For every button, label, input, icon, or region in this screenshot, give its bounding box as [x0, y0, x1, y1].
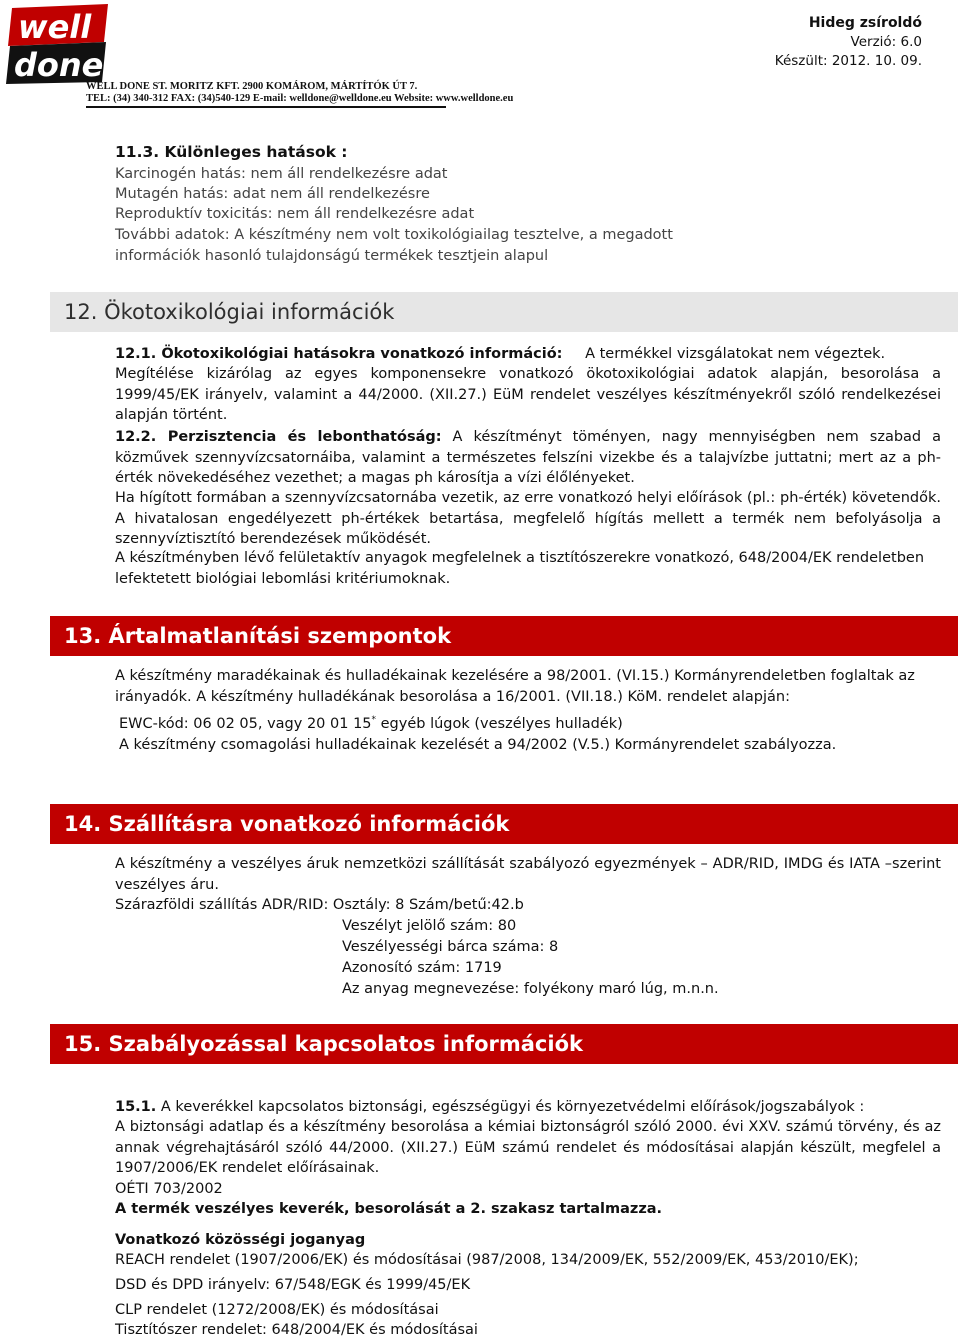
logo-text-done: done — [14, 46, 104, 84]
subsection-text: A keverékkel kapcsolatos biztonsági, egészségügyi és környezetvédelmi előírások/jogszabályok : — [156, 1099, 865, 1115]
subsection-text: A készítményt töményen, nagy mennyiségben nem szabad a közművek szennyvízcsatornáiba, valamint a természetes felszíni vizekbe és a talajvízbe juttatni; mert az a ph-érték növekedéséhez vezethet; a magas ph károsítja a vízi élőlényeket. — [115, 429, 941, 486]
document-meta — [775, 14, 922, 71]
version: Verzió: 6.0 — [850, 34, 922, 50]
text-line: Reproduktív toxicitás: nem áll rendelkezésre adat — [115, 206, 475, 222]
text-line: Tisztítószer rendelet: 648/2004/EK és módosításai — [115, 1322, 478, 1338]
ewc-code: EWC-kód: 06 02 05, vagy 20 01 15 — [119, 715, 372, 732]
paragraph: A készítmény csomagolási hulladékainak kezelését a 94/2002 (V.5.) Kormányrendelet szabályozza. — [119, 737, 837, 753]
paragraph: A készítmény maradékainak és hulladékainak kezelésére a 98/2001. (VI.15.) Kormányrendeletben foglaltak az irányadók. A készítmény hulladékának besorolása a 16/2001. (VII.18.) KöM. rendelet alapján: — [115, 668, 915, 705]
transport-line: Szárazföldi szállítás ADR/RID: Osztály: 8 Szám/betű:42.b — [115, 897, 524, 913]
section-14-heading: 14. Szállításra vonatkozó információk — [50, 804, 958, 844]
text-line: DSD és DPD irányelv: 67/548/EGK és 1999/45/EK — [115, 1277, 471, 1293]
company-contact — [86, 81, 513, 105]
company-address: WELL DONE ST. MORITZ KFT. 2900 KOMÁROM, MÁRTÍTÓK ÚT 7. — [86, 81, 418, 92]
text-line: További adatok: A készítmény nem volt toxikológiailag tesztelve, a megadott — [115, 227, 673, 243]
transport-line: Veszélyt jelölő szám: 80 — [342, 918, 517, 934]
text-line: Mutagén hatás: adat nem áll rendelkezésre — [115, 186, 430, 202]
subsection-label: 12.1. Ökotoxikológiai hatásokra vonatkozó információ: — [115, 346, 563, 362]
company-phone-web: TEL: (34) 340-312 FAX: (34)540-129 E-mail: welldone@welldone.eu Website: www.welldone.eu — [86, 93, 514, 104]
text-line: Karcinogén hatás: nem áll rendelkezésre adat — [115, 166, 448, 182]
company-logo — [4, 2, 114, 86]
text-line: információk hasonló tulajdonságú termékek tesztjein alapul — [115, 248, 549, 264]
section-15-heading: 15. Szabályozással kapcsolatos információk — [50, 1024, 958, 1064]
section-12-heading: 12. Ökotoxikológiai információk — [50, 292, 958, 332]
paragraph: A biztonsági adatlap és a készítmény besorolása a kémiai biztonságról szóló 2000. évi XXV. számú törvény, és az annak végrehajtásáról szóló 44/2000. (XII.27.) EüM számú rendelet és módosításai alapján készült, megfelel a 1907/2006/EK rendelet előírásainak. — [115, 1119, 941, 1176]
paragraph: A készítmény a veszélyes áruk nemzetközi szállítását szabályozó egyezmények – ADR/RID, IMDG és IATA –szerint veszélyes áru. — [115, 856, 941, 893]
subheading: Vonatkozó közösségi joganyag — [115, 1232, 366, 1248]
ewc-code-line — [119, 710, 945, 734]
section-13-heading: 13. Ártalmatlanítási szempontok — [50, 616, 958, 656]
ewc-description: egyéb lúgok (veszélyes hulladék) — [376, 715, 623, 732]
subsection-text: A termékkel vizsgálatokat nem végeztek. — [585, 346, 886, 362]
text-line: CLP rendelet (1272/2008/EK) és módosításai — [115, 1302, 439, 1318]
section-12-2 — [115, 427, 941, 489]
section-12-1 — [115, 344, 941, 365]
created-date: Készült: 2012. 10. 09. — [774, 53, 922, 69]
text-line: A termék veszélyes keverék, besorolását a 2. szakasz tartalmazza. — [115, 1201, 663, 1217]
paragraph: Ha hígított formában a szennyvízcsatornába vezetik, az erre vonatkozó helyi előírások (pl.: ph-érték) követendők. A hivatalosan engedélyezett ph-értékek betartása, megfelelő hígítás mellett a termék nem befolyásolja a szennyvíztisztító berendezések működését. — [115, 490, 941, 547]
transport-line: Veszélyességi bárca száma: 8 — [342, 939, 559, 955]
text-line: OÉTI 703/2002 — [115, 1181, 223, 1197]
paragraph: Megítélése kizárólag az egyes komponensekre vonatkozó ökotoxikológiai adatok alapján, besorolása a 1999/45/EK irányelv, valamint a 44/2000. (XII.27.) EüM rendelet veszélyes készítményekről szóló rendelkezései alapján történt. — [115, 366, 941, 423]
ewc-footnote-mark: * — [371, 715, 377, 725]
logo-text-well: well — [18, 8, 92, 46]
product-name: Hideg zsíroldó — [808, 15, 922, 31]
section-11-3-title: 11.3. Különleges hatások : — [115, 143, 348, 161]
section-15-1 — [115, 1097, 941, 1118]
transport-line: Az anyag megnevezése: folyékony maró lúg, m.n.n. — [342, 981, 719, 997]
header-divider — [86, 106, 446, 108]
paragraph: A készítményben lévő felületaktív anyagok megfelelnek a tisztítószerekre vonatkozó, 648/2004/EK rendeletben lefektetett biológiai lebomlási kritériumoknak. — [115, 550, 925, 587]
text-line: REACH rendelet (1907/2006/EK) és módosításai (987/2008, 134/2009/EK, 552/2009/EK, 453/2010/EK); — [115, 1252, 859, 1268]
subsection-label: 12.2. Perzisztencia és lebonthatóság: — [115, 429, 442, 445]
subsection-label: 15.1. — [115, 1099, 157, 1115]
transport-line: Azonosító szám: 1719 — [342, 960, 502, 976]
